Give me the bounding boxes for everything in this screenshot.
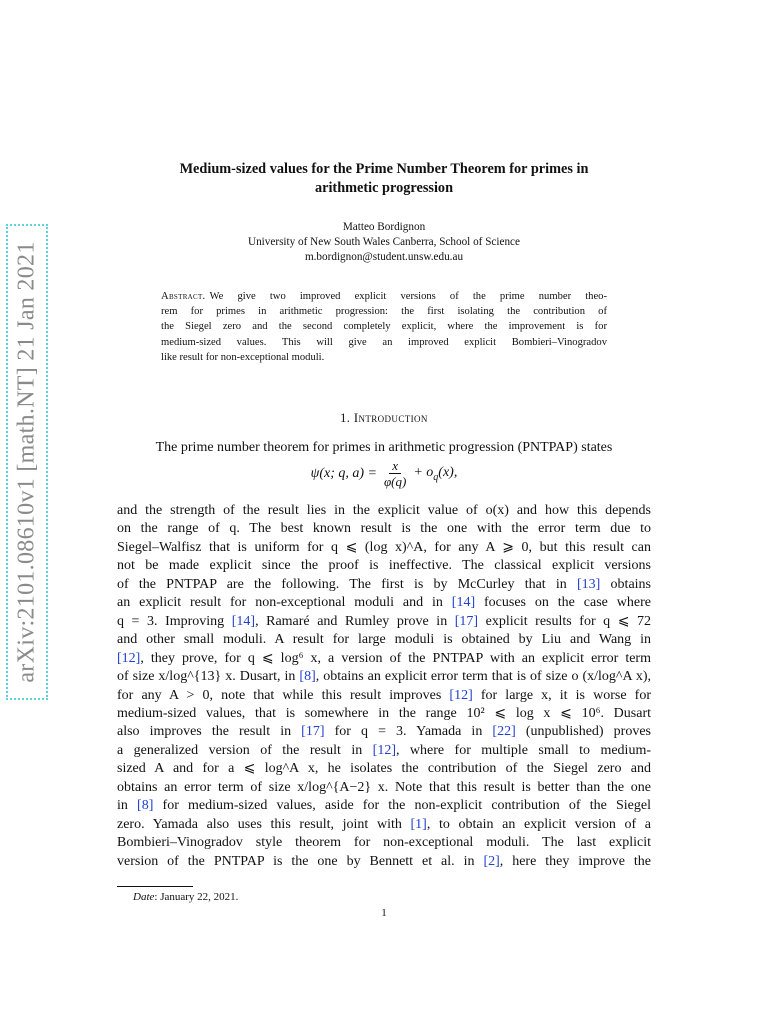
abstract-label: Abstract. — [161, 291, 206, 302]
body-line: version of the PNTPAP is the one by Bennett et al. in [2], here they improve the — [117, 853, 651, 869]
pntpap-equation — [118, 458, 650, 498]
author-name: Matteo Bordignon — [342, 221, 426, 233]
date-footnote — [133, 891, 238, 903]
body-line: a generalized version of the result in [12], where for multiple small to medium- — [117, 742, 651, 758]
citation-link[interactable]: [8] — [299, 669, 316, 685]
abstract-line: rem for primes in arithmetic progression: the first isolating the contribution of — [161, 306, 607, 318]
citation-link[interactable]: [1] — [410, 816, 427, 832]
footnote-label: Date — [133, 891, 155, 903]
body-line: and other small moduli. A result for large moduli is obtained by Liu and Wang in — [117, 632, 651, 648]
paper-title — [118, 160, 650, 198]
equation-fraction — [381, 458, 409, 490]
section-heading — [118, 411, 650, 426]
citation-link[interactable]: [2] — [483, 853, 500, 869]
abstract-line: like result for non-exceptional moduli. — [161, 351, 325, 363]
fraction-denominator: φ(q) — [383, 474, 407, 489]
body-line: obtains an error term of size x/log^{A−2} x. Note that this result is better than the one — [117, 779, 651, 795]
body-line: an explicit result for non-exceptional moduli and in [14] focuses on the case where — [117, 595, 651, 611]
footnote-text: : January 22, 2021. — [154, 891, 239, 903]
citation-link[interactable]: [12] — [117, 650, 141, 666]
citation-link[interactable]: [13] — [577, 576, 601, 592]
body-line: on the range of q. The best known result is the one with the error term due to — [117, 521, 651, 537]
title-line-2: arithmetic progression — [314, 180, 454, 196]
citation-link[interactable]: [17] — [454, 613, 479, 629]
author-block — [118, 220, 650, 265]
abstract — [161, 289, 607, 365]
body-line: of the PNTPAP are the following. The first is by McCurley that in [13] obtains — [117, 576, 651, 592]
citation-link[interactable]: [22] — [492, 724, 516, 740]
title-line-1: Medium-sized values for the Prime Number Theorem for primes in — [179, 161, 589, 177]
abstract-line: medium-sized values. This will give an improved explicit Bombieri–Vinogradov — [161, 336, 607, 348]
citation-link[interactable]: [8] — [137, 798, 154, 814]
equation-rhs-subscript: q — [433, 471, 439, 483]
body-line: in [8] for medium-sized values, aside for the non-explicit contribution of the Siegel — [117, 798, 652, 814]
body-line: Siegel–Walfisz that is uniform for q ⩽ (log x)^A, for any A ⩾ 0, but this result can — [117, 539, 651, 555]
fraction-numerator: x — [389, 458, 401, 474]
citation-link[interactable]: [12] — [372, 742, 396, 758]
body-line: [12], they prove, for q ⩽ log⁶ x, a version of the PNTPAP with an explicit error term — [117, 650, 651, 666]
abstract-line: We give two improved explicit versions of the prime number theo- — [209, 291, 607, 302]
body-line: of size x/log^{13} x. Dusart, in [8], obtains an explicit error term that is of size o (x/log^A x), — [117, 669, 651, 685]
introduction-body — [117, 502, 651, 871]
body-line: and the strength of the result lies in the explicit value of o(x) and how this depends — [117, 503, 651, 518]
section-title: Introduction — [353, 411, 428, 425]
section-number: 1. — [340, 411, 351, 425]
citation-link[interactable]: [17] — [301, 724, 325, 740]
page-number: 1 — [381, 907, 387, 919]
equation-rhs: + o — [413, 465, 434, 481]
body-line: medium-sized values, that is somewhere in the range 10² ⩽ log x ⩽ 10⁶. Dusart — [117, 705, 651, 721]
citation-link[interactable]: [14] — [451, 595, 476, 611]
citation-link[interactable]: [12] — [449, 687, 473, 703]
citation-link[interactable]: [14] — [231, 613, 256, 629]
body-line: sized A and for a ⩽ log^A x, he isolates the contribution of the Siegel zero and — [117, 761, 651, 777]
abstract-line: the Siegel zero and the second completely explicit, where the improvement is for — [161, 321, 607, 333]
body-line: zero. Yamada also uses this result, joint with [1], to obtain an explicit version of a — [117, 816, 651, 832]
equation-lhs: ψ(x; q, a) = — [310, 466, 377, 481]
body-line: also improves the result in [17] for q = 3. Yamada in [22] (unpublished) proves — [117, 724, 651, 740]
arxiv-identifier: arXiv:2101.08610v1 [math.NT] 21 Jan 2021 — [13, 241, 40, 683]
body-line: not be made explicit since the proof is ineffective. The classical explicit versions — [117, 558, 651, 574]
body-line: Bombieri–Vinogradov style theorem for non-exceptional moduli. The last explicit — [117, 835, 651, 851]
footnote-rule — [117, 886, 193, 887]
intro-first-line: The prime number theorem for primes in arithmetic progression (PNTPAP) states — [155, 440, 613, 455]
author-email: m.bordignon@student.unsw.edu.au — [304, 251, 464, 263]
body-line: for any A > 0, note that while this result improves [12] for large x, it is worse for — [117, 687, 651, 703]
arxiv-sidebar-stamp — [6, 224, 48, 700]
author-affiliation: University of New South Wales Canberra, School of Science — [248, 236, 520, 248]
equation-rhs-end: (x), — [438, 465, 458, 481]
body-line: q = 3. Improving [14], Ramaré and Rumley prove in [17] explicit results for q ⩽ 72 — [117, 613, 652, 629]
